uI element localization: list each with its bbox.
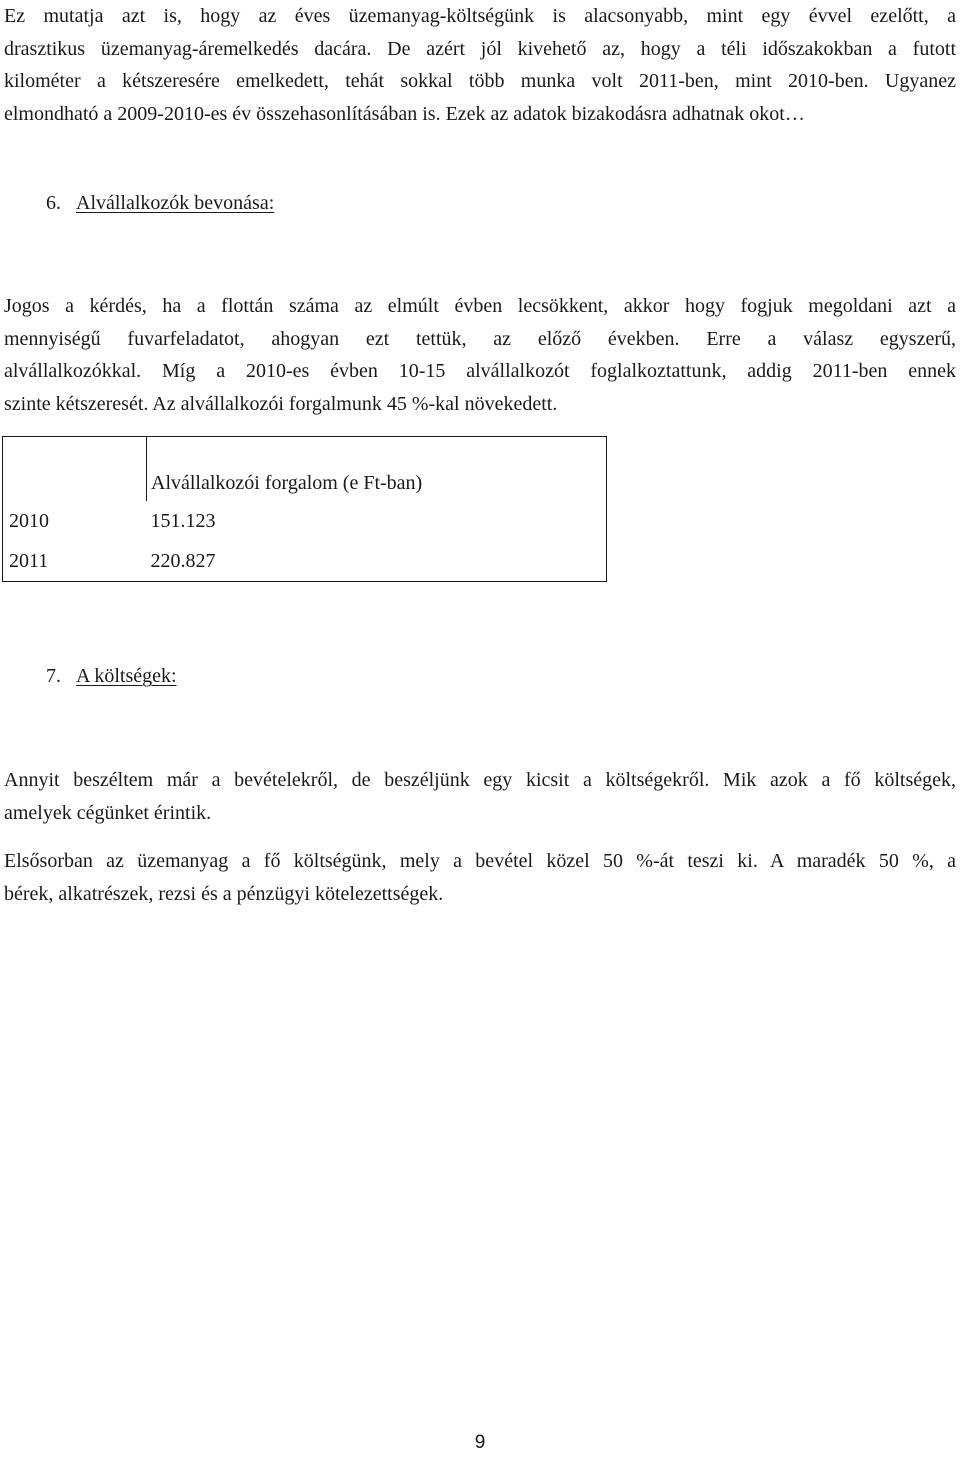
section-7-number: 7. [46, 665, 61, 687]
intro-line: kilométer a kétszeresére emelkedett, tehát sokkal több munka volt 2011-ben, mint 2010-ben. Ugyanez [4, 70, 956, 93]
table-cell-year: 2011 [9, 549, 49, 572]
section-7-paragraph-1 [4, 764, 956, 829]
subcontractor-revenue-table [2, 436, 607, 582]
section-7-title: A költségek: [76, 665, 177, 687]
section-6-line: szinte kétszeresét. Az alvállalkozói forgalmunk 45 %-kal növekedett. [4, 392, 558, 415]
page-number: 9 [474, 1432, 486, 1453]
section-7-line: Annyit beszéltem már a bevételekről, de beszéljünk egy kicsit a költségekről. Mik azok a fő költségek, [4, 769, 956, 791]
table-header-year [3, 437, 147, 502]
section-6-line: Jogos a kérdés, ha a flottán száma az elmúlt évben lecsökkent, akkor hogy fogjuk megoldani azt a [4, 295, 956, 317]
table-row [3, 501, 607, 541]
intro-line: drasztikus üzemanyag-áremelkedés dacára. De azért jól kivehető az, hogy a téli időszakokban a futott [4, 37, 956, 60]
table-header-row [3, 437, 607, 502]
intro-line: elmondható a 2009-2010-es év összehasonlításában is. Ezek az adatok bizakodásra adhatnak okot… [4, 102, 805, 125]
intro-line: Ez mutatja azt is, hogy az éves üzemanyag-költségünk is alacsonyabb, mint egy évvel ezelőtt, a [4, 5, 956, 27]
intro-paragraph [4, 0, 956, 130]
section-6-number: 6. [46, 192, 61, 214]
section-7-paragraph-2 [4, 845, 956, 910]
section-6-heading [46, 188, 274, 218]
section-6-line: mennyiségű fuvarfeladatot, ahogyan ezt tettük, az előző években. Erre a válasz egyszerű, [4, 327, 956, 350]
section-7-heading [46, 661, 177, 691]
section-6-paragraph [4, 290, 956, 420]
section-7-line: Elsősorban az üzemanyag a fő költségünk, mely a bevétel közel 50 %-át teszi ki. A maradék 50 %, a [4, 850, 956, 872]
table-cell-value: 151.123 [150, 509, 216, 532]
table-row [3, 541, 607, 582]
table-header-value: Alvállalkozói forgalom (e Ft-ban) [147, 437, 607, 502]
table-cell-year: 2010 [9, 509, 49, 532]
table-cell-value: 220.827 [150, 549, 216, 572]
section-7-line: amelyek cégünket érintik. [4, 801, 212, 824]
section-6-line: alvállalkozókkal. Míg a 2010-es évben 10-15 alvállalkozót foglalkoztattunk, addig 2011-ben ennek [4, 360, 956, 383]
section-6-title: Alvállalkozók bevonása: [76, 192, 275, 214]
section-7-line: bérek, alkatrészek, rezsi és a pénzügyi kötelezettségek. [4, 882, 444, 905]
